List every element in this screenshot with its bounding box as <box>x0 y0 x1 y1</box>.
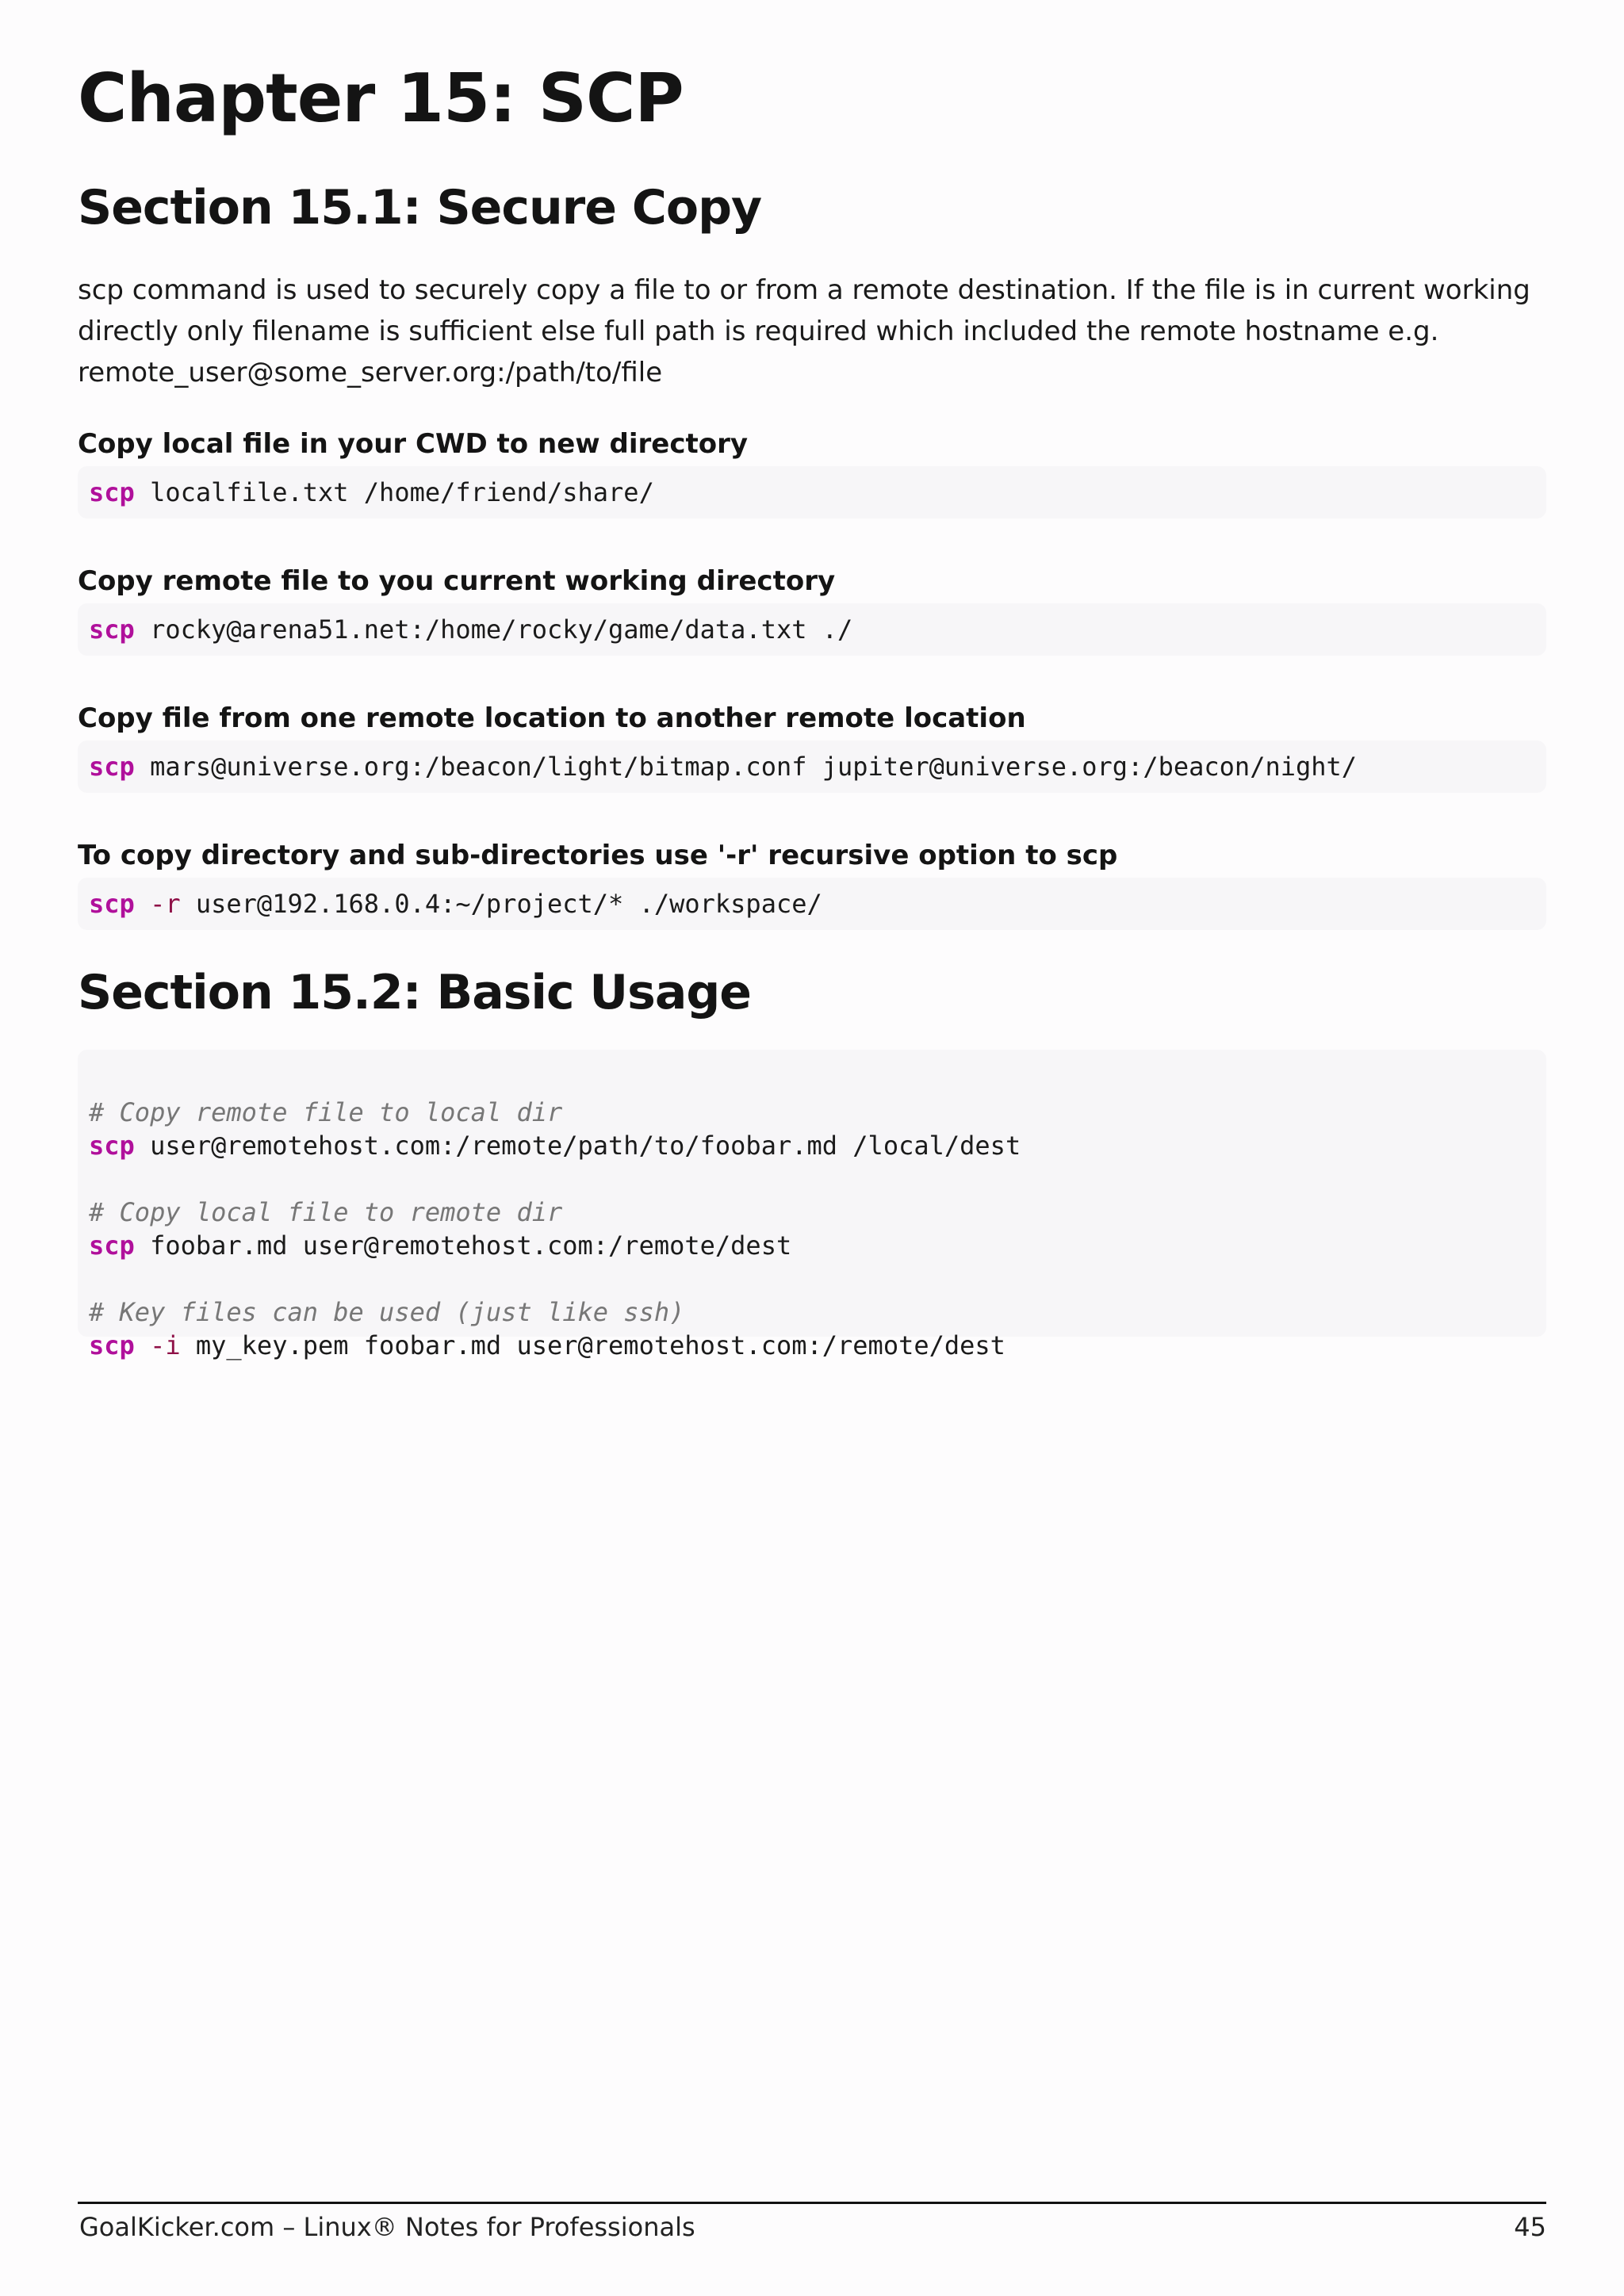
code-args: foobar.md user@remotehost.com:/remote/dest <box>134 1230 792 1261</box>
code-comment: # Key files can be used (just like ssh) <box>89 1297 685 1327</box>
code-blank-line <box>89 1262 1535 1295</box>
page-number: 45 <box>1514 2212 1546 2242</box>
code-args: user@192.168.0.4:~/project/* ./workspace/ <box>180 889 822 919</box>
chapter-title: Chapter 15: SCP <box>78 59 684 138</box>
code-comment: # Copy remote file to local dir <box>89 1097 563 1127</box>
code-flag: -r <box>134 889 181 919</box>
code-args: mars@universe.org:/beacon/light/bitmap.conf jupiter@universe.org:/beacon/night/ <box>134 752 1358 782</box>
example-heading-copy-local: Copy local file in your CWD to new directory <box>78 428 749 460</box>
section-title-15-2: Section 15.2: Basic Usage <box>78 965 751 1020</box>
code-block-recursive <box>78 878 1546 930</box>
code-keyword: scp <box>89 1330 135 1360</box>
code-args: user@remotehost.com:/remote/path/to/foobar.md /local/dest <box>134 1131 1021 1161</box>
footer-divider <box>78 2202 1546 2204</box>
code-comment: # Copy local file to remote dir <box>89 1197 563 1227</box>
code-args: my_key.pem foobar.md user@remotehost.com:/remote/dest <box>180 1330 1005 1360</box>
code-keyword: scp <box>89 1131 135 1161</box>
code-block-basic-usage <box>78 1050 1546 1360</box>
code-block-remote-to-remote <box>78 740 1546 793</box>
code-block-copy-local <box>78 466 1546 519</box>
example-heading-remote-to-remote: Copy file from one remote location to another remote location <box>78 702 1026 734</box>
code-keyword: scp <box>89 889 135 919</box>
code-args: localfile.txt /home/friend/share/ <box>134 477 654 507</box>
code-line <box>89 1329 1535 1362</box>
code-args: rocky@arena51.net:/home/rocky/game/data.txt ./ <box>134 614 853 645</box>
code-line <box>89 1129 1535 1162</box>
code-keyword: scp <box>89 752 135 782</box>
section-title-15-1: Section 15.1: Secure Copy <box>78 180 762 235</box>
code-keyword: scp <box>89 1230 135 1261</box>
example-heading-recursive: To copy directory and sub-directories use '-r' recursive option to scp <box>78 840 1118 871</box>
code-line <box>89 1229 1535 1262</box>
code-keyword: scp <box>89 477 135 507</box>
section-intro-paragraph: scp command is used to securely copy a file to or from a remote destination. If the file is in current working directly only filename is sufficient else full path is required which included the remote hostname e.g. remote_user@some_server.org:/path/to/file <box>78 274 1530 388</box>
code-keyword: scp <box>89 614 135 645</box>
code-blank-line <box>89 1162 1535 1196</box>
footer-source: GoalKicker.com – Linux® Notes for Professionals <box>79 2212 695 2242</box>
code-flag: -i <box>134 1330 181 1360</box>
example-heading-copy-remote: Copy remote file to you current working directory <box>78 565 836 597</box>
code-block-copy-remote <box>78 603 1546 656</box>
